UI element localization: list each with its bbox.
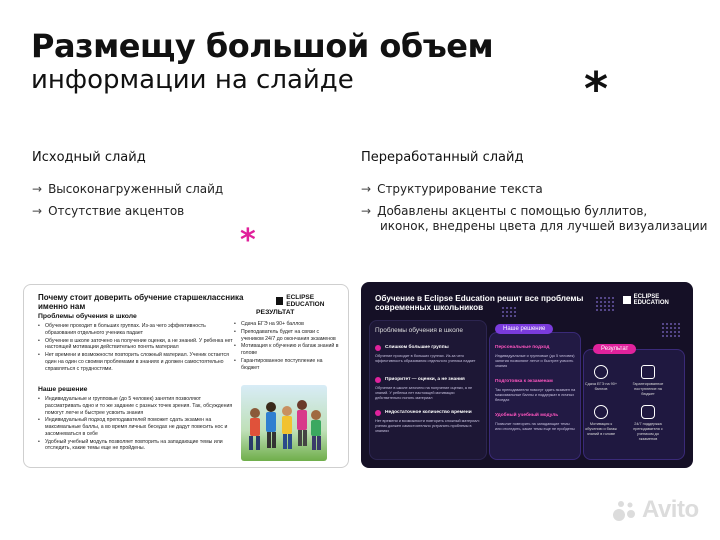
- slide-title: Обучение в Eclipse Education решит все проблемы современных школьников: [375, 294, 584, 313]
- arrow-icon: →: [361, 182, 372, 196]
- result-pill: Результат: [593, 344, 636, 354]
- list-item: • Удобный учебный модуль позволяет повторить на западающие темы или отследить, какие темы еще не пройдены.: [38, 439, 233, 453]
- pink-asterisk-icon: *: [240, 223, 256, 258]
- bullet-text: Отсутствие акцентов: [48, 204, 185, 218]
- problem-desc: Обучение в школе заточено на получение оценки, а не знаний. У ребенка нет настоящей мотивации действительно понять материал: [375, 386, 473, 400]
- solutions-list: [38, 396, 233, 453]
- solution-desc: Индивидуальные и групповые (до 5 человек) занятия позволяют легче и быстрее усвоить знания: [495, 354, 575, 368]
- logo-mark-icon: [623, 296, 631, 304]
- logo-text: ECLIPSE EDUCATION: [286, 294, 325, 308]
- asterisk-icon: *: [584, 62, 609, 116]
- dots-decor: [661, 322, 681, 338]
- solution-title: Удобный учебный модуль: [495, 413, 559, 418]
- bulb-icon: [594, 405, 608, 419]
- watermark-text: Avito: [642, 496, 699, 523]
- avito-watermark: [612, 496, 699, 524]
- bullet-text: Структурирование текста: [377, 182, 543, 196]
- diploma-icon: [641, 365, 655, 379]
- avito-logo-icon: [612, 497, 638, 523]
- original-slide-thumbnail: [23, 284, 349, 468]
- right-bullet: [361, 182, 543, 196]
- problem-desc: Обучение проходит в больших группах. Из-за чего эффективность образования отдельного ученика падает: [375, 354, 476, 363]
- list-item: • Сдача ЕГЭ на 90+ баллов: [234, 321, 342, 328]
- logo: [276, 294, 348, 308]
- list-item: • Индивидуальные и групповые (до 5 человек) занятия позволяют рассматривать одно и то же задание с разных точек зрения. Так, обсуждения помогут легче и быстрее усвоить знания: [38, 396, 233, 416]
- chat-icon: [641, 405, 655, 419]
- logo: [623, 294, 693, 306]
- problems-list: [38, 323, 233, 373]
- arrow-icon: →: [361, 204, 372, 218]
- reworked-slide-thumbnail: [361, 282, 693, 468]
- list-item: • Обучение проходит в больших группах. Из-за чего эффективность образования отдельного ученика падает: [38, 323, 233, 337]
- result-text: Гарантированное поступление на бюджет: [632, 382, 664, 396]
- problems-heading: Проблемы обучения в школе: [375, 327, 463, 334]
- result-text: Сдача ЕГЭ на 90+ баллов: [584, 382, 618, 391]
- result-text: 24/7 поддержка преподавателя с учеником до экзаменов: [633, 422, 663, 441]
- left-bullet: [32, 204, 184, 218]
- solution-pill: Наше решение: [495, 324, 553, 334]
- list-item: • Индивидуальный подход преподавателей поможет сдать экзамен на максимальные баллы, а во время личных беседах не дадут повесить нос и засомневаться в себе: [38, 417, 233, 437]
- students-photo: [241, 385, 327, 461]
- left-bullet: [32, 182, 223, 196]
- target-icon: [594, 365, 608, 379]
- arrow-icon: →: [32, 204, 43, 218]
- result-heading: РЕЗУЛЬТАТ: [256, 309, 295, 316]
- list-item: • Мотивация к обучению и багаж знаний в голове: [234, 343, 342, 357]
- problem-title: Слишком большие группы: [385, 345, 449, 350]
- list-item: • Гарантированное поступление на бюджет: [234, 358, 342, 372]
- logo-text: ECLIPSE EDUCATION: [633, 294, 669, 306]
- bullet-text: Высоконагруженный слайд: [48, 182, 224, 196]
- solution-heading: Наше решение: [38, 386, 88, 393]
- arrow-icon: →: [32, 182, 43, 196]
- right-bullet-continued: иконок, внедрены цвета для лучшей визуализации: [380, 219, 708, 233]
- problem-desc: Нет времени и возможности повторить сложный материал: ученик должен самостоятельно устранить проблемы в знаниях: [375, 419, 480, 433]
- check-icon: [375, 410, 381, 416]
- list-item: • Обучение в школе заточено на получение оценки, а не знаний. У ребенка нет настоящей мотивации действительно понять материал: [38, 338, 233, 352]
- dots-decor: [595, 296, 615, 312]
- bullet-text: Добавлены акценты с помощью буллитов,: [377, 204, 648, 218]
- check-icon: [375, 345, 381, 351]
- list-item: • Преподаватель будет на связи с учеником 24/7 до окончания экзаменов: [234, 329, 342, 343]
- page-subtitle: информации на слайде: [31, 65, 354, 95]
- slide-title: Почему стоит доверить обучение старшеклассника именно нам: [38, 293, 244, 312]
- page-title: Размещу большой объем: [31, 27, 494, 65]
- logo-mark-icon: [276, 297, 283, 305]
- check-icon: [375, 377, 381, 383]
- original-slide-heading: Исходный слайд: [32, 150, 146, 165]
- solution-desc: Позволит повторить на западающие темы или отследить, какие темы еще не пройдены: [495, 422, 575, 431]
- solution-title: Подготовка к экзаменам: [495, 379, 553, 384]
- solution-desc: Так преподаватели помогут сдать экзамен на максимальные баллы и поддержат в личных беседах: [495, 388, 576, 402]
- solution-title: Персональные подход: [495, 345, 550, 350]
- problem-title: Недостаточное количество времени: [385, 410, 472, 415]
- list-item: • Нет времени и возможности повторить сложный материал. Ученик остается один на один со своими проблемами в знаниях и должен самостоятельно справляться с трудностями.: [38, 352, 233, 372]
- problem-title: Приоритет — оценки, а не знания: [385, 377, 465, 382]
- result-text: Мотивация к обучению и багаж знаний в голове: [585, 422, 617, 436]
- right-bullet: [361, 204, 647, 218]
- reworked-slide-heading: Переработанный слайд: [361, 150, 524, 165]
- results-list: [234, 321, 342, 372]
- problems-heading: Проблемы обучения в школе: [38, 313, 137, 320]
